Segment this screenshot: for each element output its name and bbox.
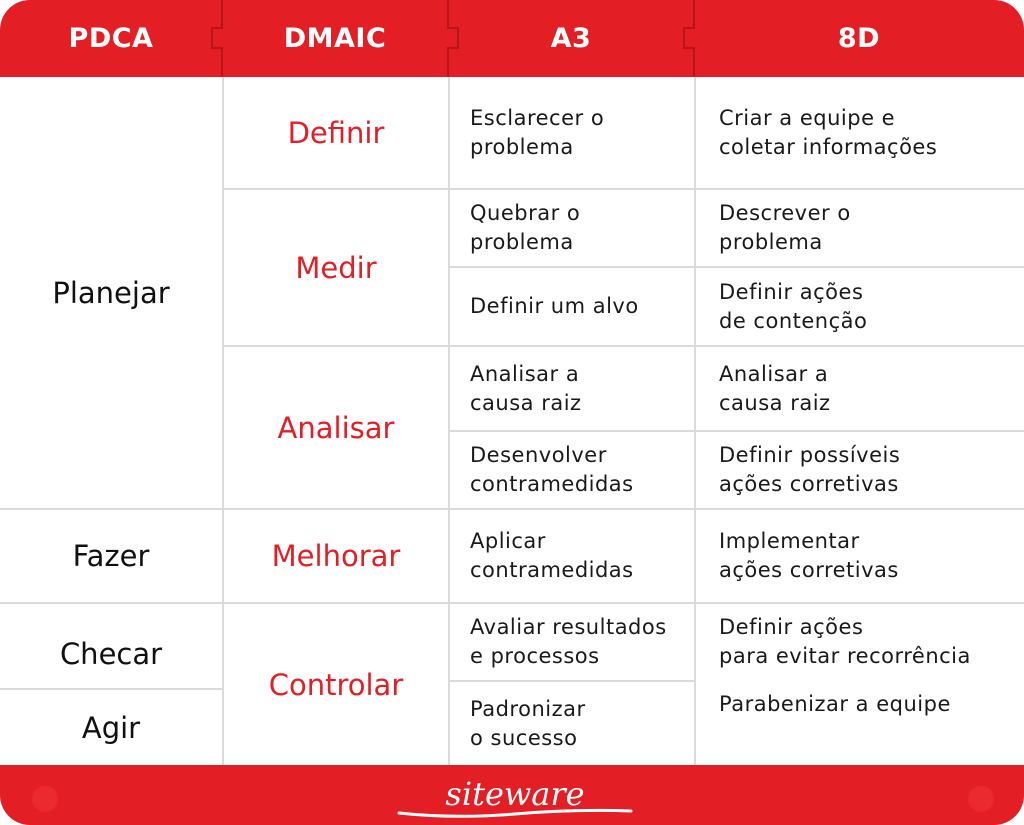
logo-text: siteware bbox=[445, 775, 585, 813]
decorative-dot bbox=[968, 786, 994, 812]
eightd-cell: Analisar a causa raiz bbox=[719, 361, 831, 415]
decorative-dot bbox=[32, 786, 58, 812]
eightd-cell: Descrever o problema bbox=[719, 201, 851, 254]
dmaic-analisar: Analisar bbox=[277, 410, 395, 445]
pdca-agir: Agir bbox=[81, 710, 141, 745]
a3-cell: Padronizar o sucesso bbox=[470, 696, 586, 750]
a3-cell: Aplicar contramedidas bbox=[470, 529, 634, 582]
a3-cell: Quebrar o problema bbox=[470, 201, 581, 254]
divider bbox=[448, 77, 450, 765]
footer-bar bbox=[0, 765, 1024, 825]
eightd-cell: Parabenizar a equipe bbox=[719, 692, 951, 716]
header-pdca: PDCA bbox=[68, 23, 154, 54]
eightd-cell: Definir possíveis ações corretivas bbox=[719, 443, 901, 496]
a3-cell: Esclarecer o problema bbox=[470, 106, 605, 159]
a3-cell: Desenvolver contramedidas bbox=[470, 443, 634, 496]
pdca-planejar: Planejar bbox=[52, 276, 170, 310]
a3-cell: Avaliar resultados e processos bbox=[470, 615, 667, 668]
a3-cell: Analisar a causa raiz bbox=[470, 361, 582, 415]
dmaic-melhorar: Melhorar bbox=[271, 539, 401, 573]
pdca-checar: Checar bbox=[59, 637, 163, 671]
dmaic-controlar: Controlar bbox=[268, 667, 404, 702]
header-8d: 8D bbox=[837, 23, 881, 54]
dmaic-medir: Medir bbox=[295, 250, 377, 285]
eightd-cell: Definir ações para evitar recorrência bbox=[719, 615, 971, 668]
divider bbox=[694, 77, 696, 765]
eightd-cell: Implementar ações corretivas bbox=[719, 529, 899, 582]
puzzle-separator bbox=[206, 0, 234, 77]
dmaic-definir: Definir bbox=[287, 116, 385, 150]
table-header bbox=[0, 0, 1024, 77]
header-dmaic: DMAIC bbox=[283, 23, 387, 54]
puzzle-separator bbox=[678, 0, 706, 77]
a3-cell: Definir um alvo bbox=[470, 294, 639, 318]
pdca-fazer: Fazer bbox=[72, 539, 150, 573]
eightd-cell: Definir ações de contenção bbox=[719, 279, 868, 333]
puzzle-separator bbox=[432, 0, 460, 77]
siteware-logo bbox=[395, 773, 635, 821]
header-a3: A3 bbox=[550, 23, 592, 54]
eightd-cell: Criar a equipe e coletar informações bbox=[719, 106, 938, 159]
